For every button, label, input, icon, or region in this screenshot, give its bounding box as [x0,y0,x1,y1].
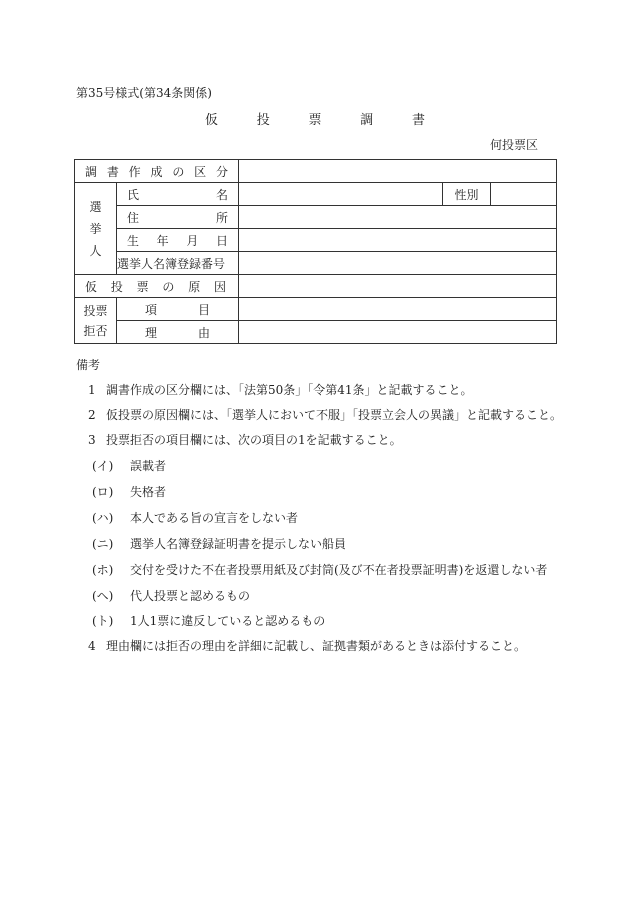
creation-category-field[interactable] [239,160,557,183]
table-row [75,183,557,206]
remark-note: 4 理由欄には拒否の理由を詳細に記載し、証拠書類があるときは添付すること。 [88,639,527,653]
list-item: (ト) 1人1票に違反していると認めるもの [92,614,326,628]
list-item: (イ) 誤載者 [92,459,167,473]
item-label: 項 目 [117,298,239,321]
voter-group-label: 選 挙 人 [75,183,117,275]
address-field[interactable] [239,206,557,229]
name-label: 氏 名 [117,183,239,206]
refusal-group-label: 投票 拒否 [75,298,117,344]
provisional-reason-field[interactable] [239,275,557,298]
title-char: 投 [256,113,270,128]
item-field[interactable] [239,298,557,321]
remark-note: 1 調書作成の区分欄には、「法第50条」「令第41条」と記載すること。 [88,383,473,397]
registry-number-label: 選挙人名簿登録番号 [117,252,239,275]
table-row [75,252,557,275]
dob-label: 生 年 月 日 [117,229,239,252]
creation-category-label: 調 書 作 成 の 区 分 [75,160,239,183]
form-number: 第35号様式(第34条関係) [76,86,212,100]
table-row [75,298,557,321]
reason-field[interactable] [239,321,557,344]
document-title [205,109,425,128]
provisional-reason-label: 仮 投 票 の 原 因 [75,275,239,298]
gender-field[interactable] [491,183,557,206]
title-char: 調 [360,113,374,128]
title-char: 票 [308,113,322,128]
list-item: (ニ) 選挙人名簿登録証明書を提示しない船員 [92,537,347,551]
list-item: (ロ) 失格者 [92,485,167,499]
table-row [75,321,557,344]
remarks-heading: 備考 [76,358,101,372]
title-char: 仮 [205,113,219,128]
remark-note: 2 仮投票の原因欄には、「選挙人において不服」「投票立会人の異議」と記載すること。 [88,408,563,422]
district-label: 何投票区 [489,138,538,152]
record-table [74,159,557,344]
dob-field[interactable] [239,229,557,252]
table-row [75,229,557,252]
list-item: (ホ) 交付を受けた不在者投票用紙及び封筒(及び不在者投票証明書)を返還しない者 [92,563,548,577]
remark-note: 3 投票拒否の項目欄には、次の項目の1を記載すること。 [88,433,402,447]
list-item: (ヘ) 代人投票と認めるもの [92,589,251,603]
reason-label: 理 由 [117,321,239,344]
address-label: 住 所 [117,206,239,229]
list-item: (ハ) 本人である旨の宣言をしない者 [92,511,299,525]
table-row [75,160,557,183]
title-char: 書 [411,113,425,128]
gender-label: 性別 [443,183,491,206]
registry-number-field[interactable] [239,252,557,275]
name-field[interactable] [239,183,443,206]
table-row [75,275,557,298]
table-row [75,206,557,229]
